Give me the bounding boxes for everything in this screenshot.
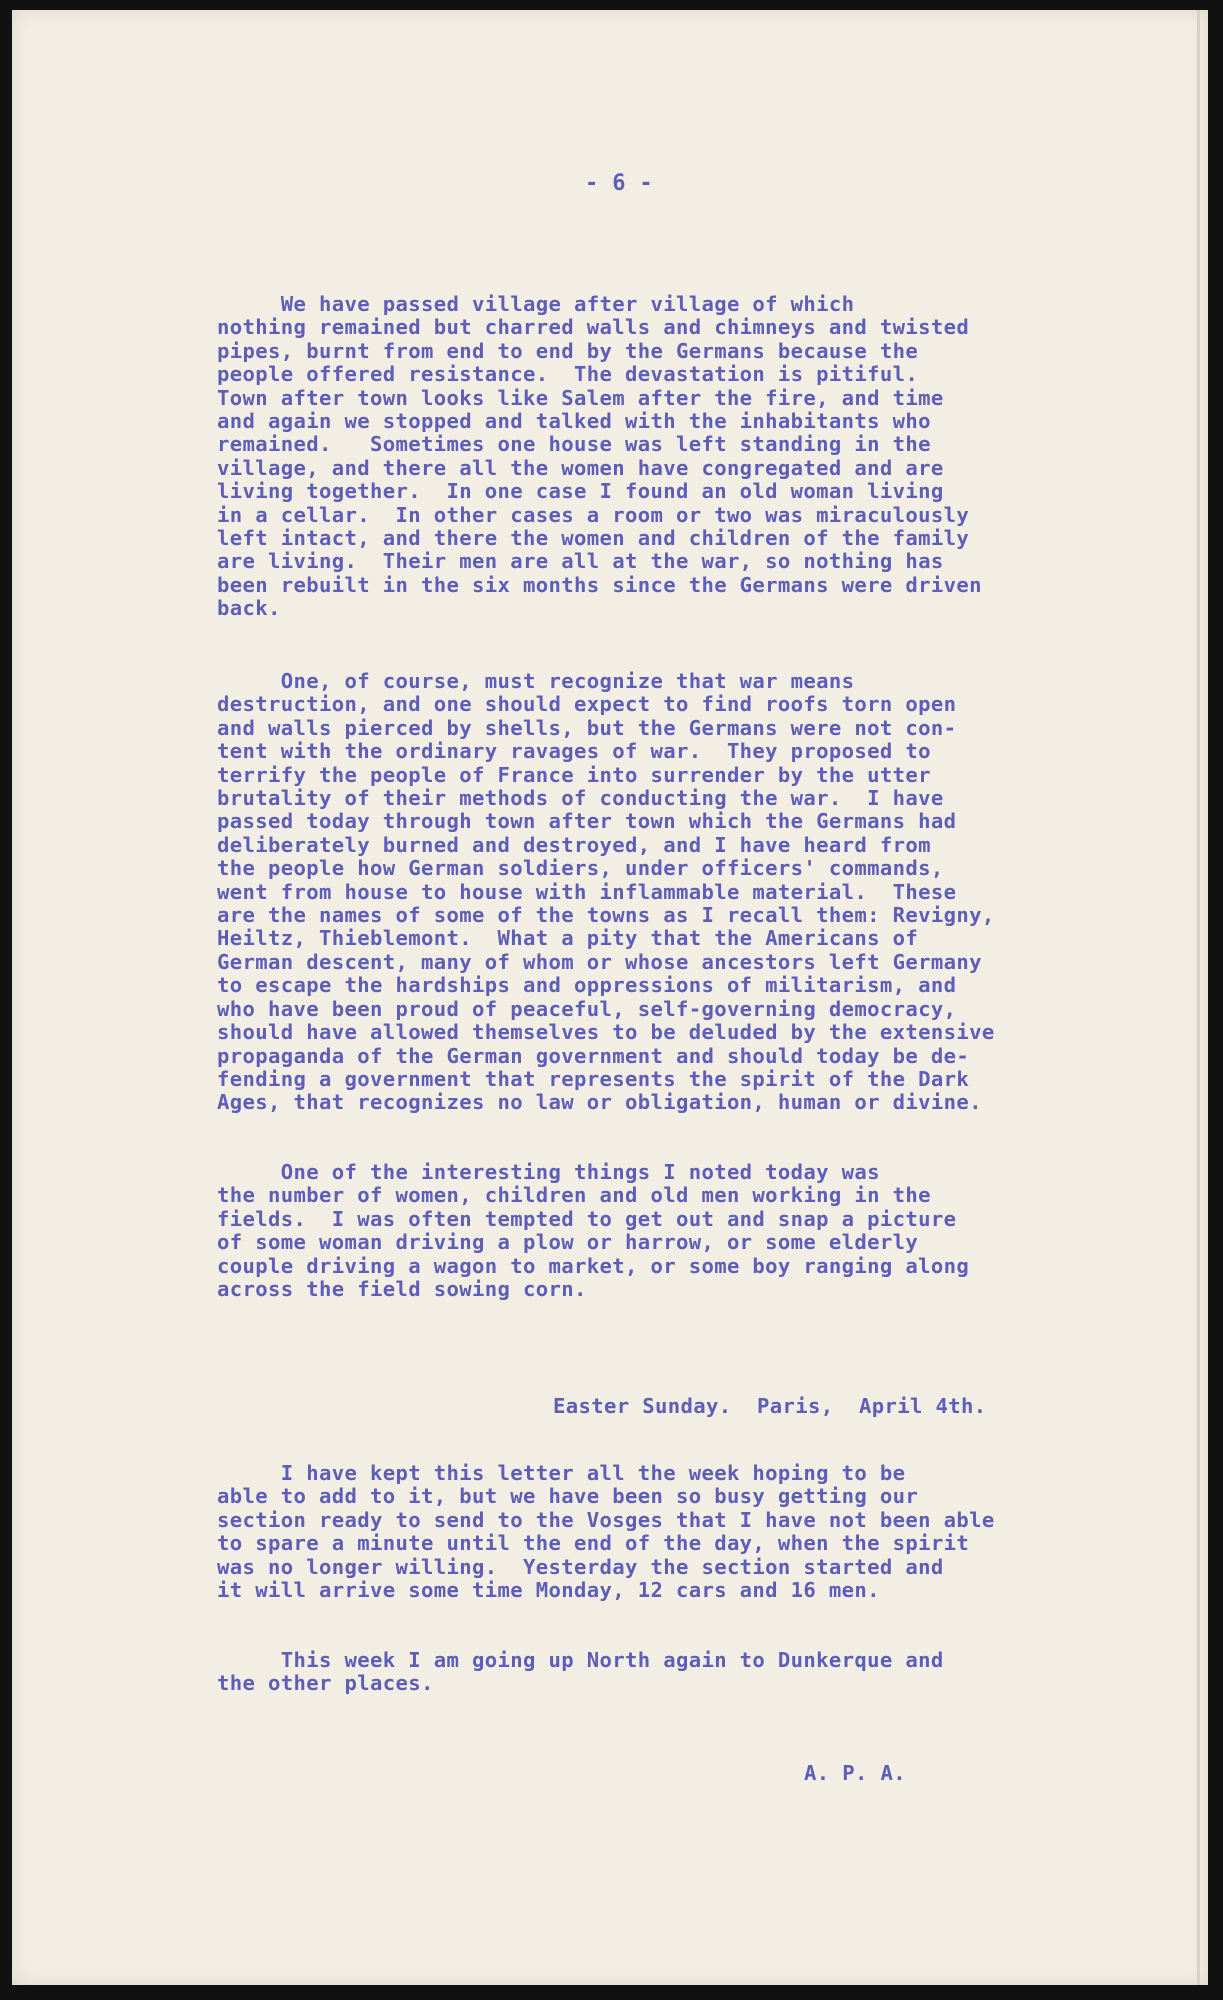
paragraph-trip-north: This week I am going up North again to Dunkerque and the other places.	[217, 1648, 944, 1696]
page-edge	[1197, 10, 1200, 1985]
paragraph-war-destruction: One, of course, must recognize that war means destruction, and one should expect to find roofs torn open and walls pierced by shells, but the Germans were not con- tent with the ordinary ravages of war. They proposed to terrify the people of France into surrender by the utter brutality of their methods of conducting the war. I have passed today through town after town which the Germans had deliberately burned and destroyed, and I have heard from the people how German soldiers, under officers' commands, went from house to house with inflammable material. These are the names of some of the towns as I recall them: Revigny, Heiltz, Thieblemont. What a pity that the Americans of German descent, many of whom or whose ancestors left Germany to escape the hardships and oppressions of militarism, and who have been proud of peaceful, self-governing democracy, should have allowed themselves to be deluded by the extensive propaganda of the German government and should today be de- fending a government that represents the spirit of the Dark Ages, that recognizes no law or obligation, human or divine.	[217, 669, 995, 1115]
paragraph-devastation: We have passed village after village of which nothing remained but charred walls and chimneys and twisted pipes, burnt from end to end by the Germans because the people offered resistance. The devastation is pitiful. Town after town looks like Salem after the fire, and time and again we stopped and talked with the inhabitants who remained. Sometimes one house was left standing in the village, and there all the women have congregated and are living together. In one case I found an old woman living in a cellar. In other cases a room or two was miraculously left intact, and there the women and children of the family are living. Their men are all at the war, so nothing has been rebuilt in the six months since the Germans were driven back.	[217, 292, 982, 621]
paragraph-section-departure: I have kept this letter all the week hoping to be able to add to it, but we have been so busy getting our section ready to send to the Vosges that I have not been able to spare a minute until the end of the day, when the spirit was no longer willing. Yesterday the section started and it will arrive some time Monday, 12 cars and 16 men.	[217, 1461, 995, 1603]
signature-initials: A. P. A.	[804, 1761, 906, 1785]
dateline: Easter Sunday. Paris, April 4th.	[553, 1394, 987, 1418]
paragraph-field-workers: One of the interesting things I noted today was the number of women, children and old men working in the fields. I was often tempted to get out and snap a picture of some woman driving a plow or harrow, or some elderly couple driving a wagon to market, or some boy ranging along across the field sowing corn.	[217, 1160, 970, 1302]
page-number: - 6 -	[585, 171, 653, 196]
